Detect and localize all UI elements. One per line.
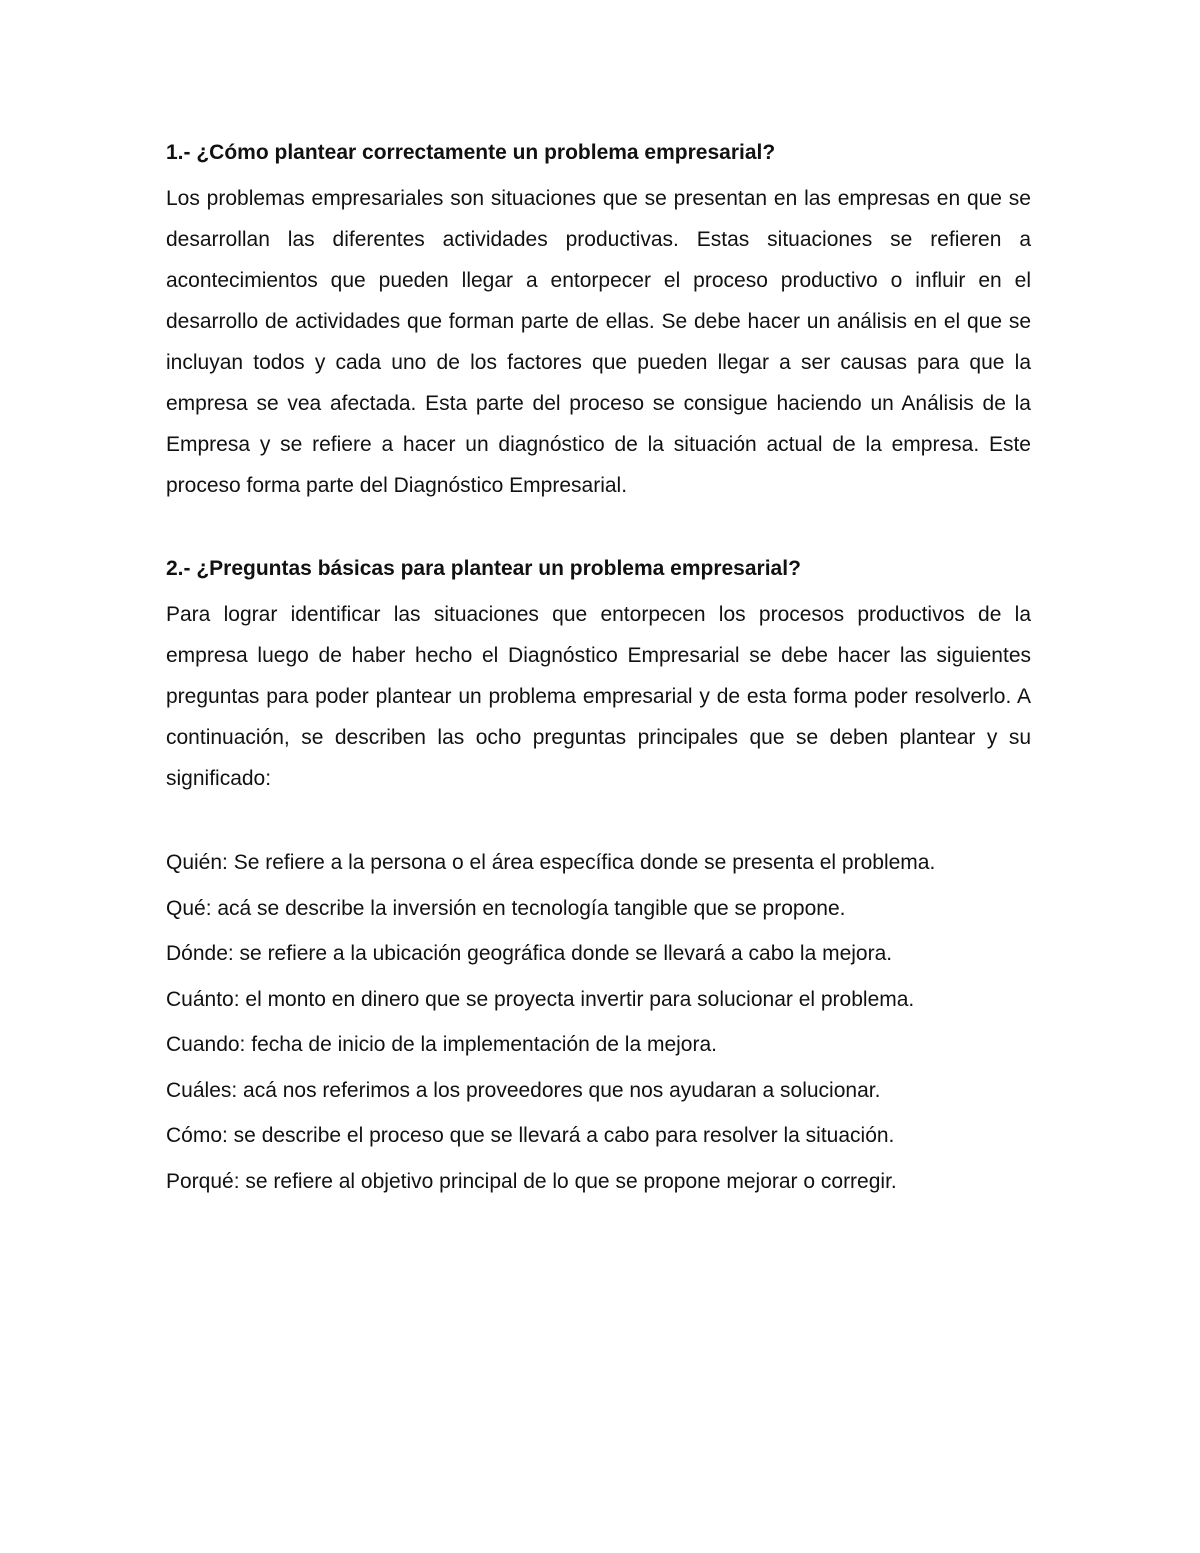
question-item-como: Cómo: se describe el proceso que se llevará a cabo para resolver la situación. xyxy=(166,1124,895,1147)
question-item-porque: Porqué: se refiere al objetivo principal de lo que se propone mejorar o corregir. xyxy=(166,1169,897,1193)
question-item-cuanto: Cuánto: el monto en dinero que se proyecta invertir para solucionar el problema. xyxy=(166,987,915,1011)
question-item-cuando: Cuando: fecha de inicio de la implementación de la mejora. xyxy=(166,1033,717,1056)
section-2-paragraph: Para lograr identificar las situaciones que entorpecen los procesos productivos de la empresa luego de haber hecho el Diagnóstico Empresarial se debe hacer las siguientes preguntas para poder plantear un problema empresarial y de esta forma poder resolverlo. A continuación, se describen las ocho preguntas principales que se deben plantear y su significado: xyxy=(166,603,1031,790)
question-item-donde: Dónde: se refiere a la ubicación geográfica donde se llevará a cabo la mejora. xyxy=(166,942,893,965)
section-1 xyxy=(166,138,1031,506)
question-item-cuales: Cuáles: acá nos referimos a los proveedores que nos ayudaran a solucionar. xyxy=(166,1078,881,1102)
section-2-heading: 2.- ¿Preguntas básicas para plantear un problema empresarial? xyxy=(166,557,801,580)
section-1-heading: 1.- ¿Cómo plantear correctamente un problema empresarial? xyxy=(166,141,776,164)
document-page xyxy=(166,138,1031,1204)
section-2 xyxy=(166,554,1031,1204)
questions-list xyxy=(166,840,1031,1204)
section-1-paragraph: Los problemas empresariales son situaciones que se presentan en las empresas en que se desarrollan las diferentes actividades productivas. Estas situaciones se refieren a acontecimientos que pueden llegar a entorpecer el proceso productivo o influir en el desarrollo de actividades que forman parte de ellas. Se debe hacer un análisis en el que se incluyan todos y cada uno de los factores que pueden llegar a ser causas para que la empresa se vea afectada. Esta parte del proceso se consigue haciendo un Análisis de la Empresa y se refiere a hacer un diagnóstico de la situación actual de la empresa. Este proceso forma parte del Diagnóstico Empresarial. xyxy=(166,187,1031,497)
question-item-quien: Quién: Se refiere a la persona o el área específica donde se presenta el problema. xyxy=(166,851,936,874)
question-item-que: Qué: acá se describe la inversión en tecnología tangible que se propone. xyxy=(166,896,846,920)
